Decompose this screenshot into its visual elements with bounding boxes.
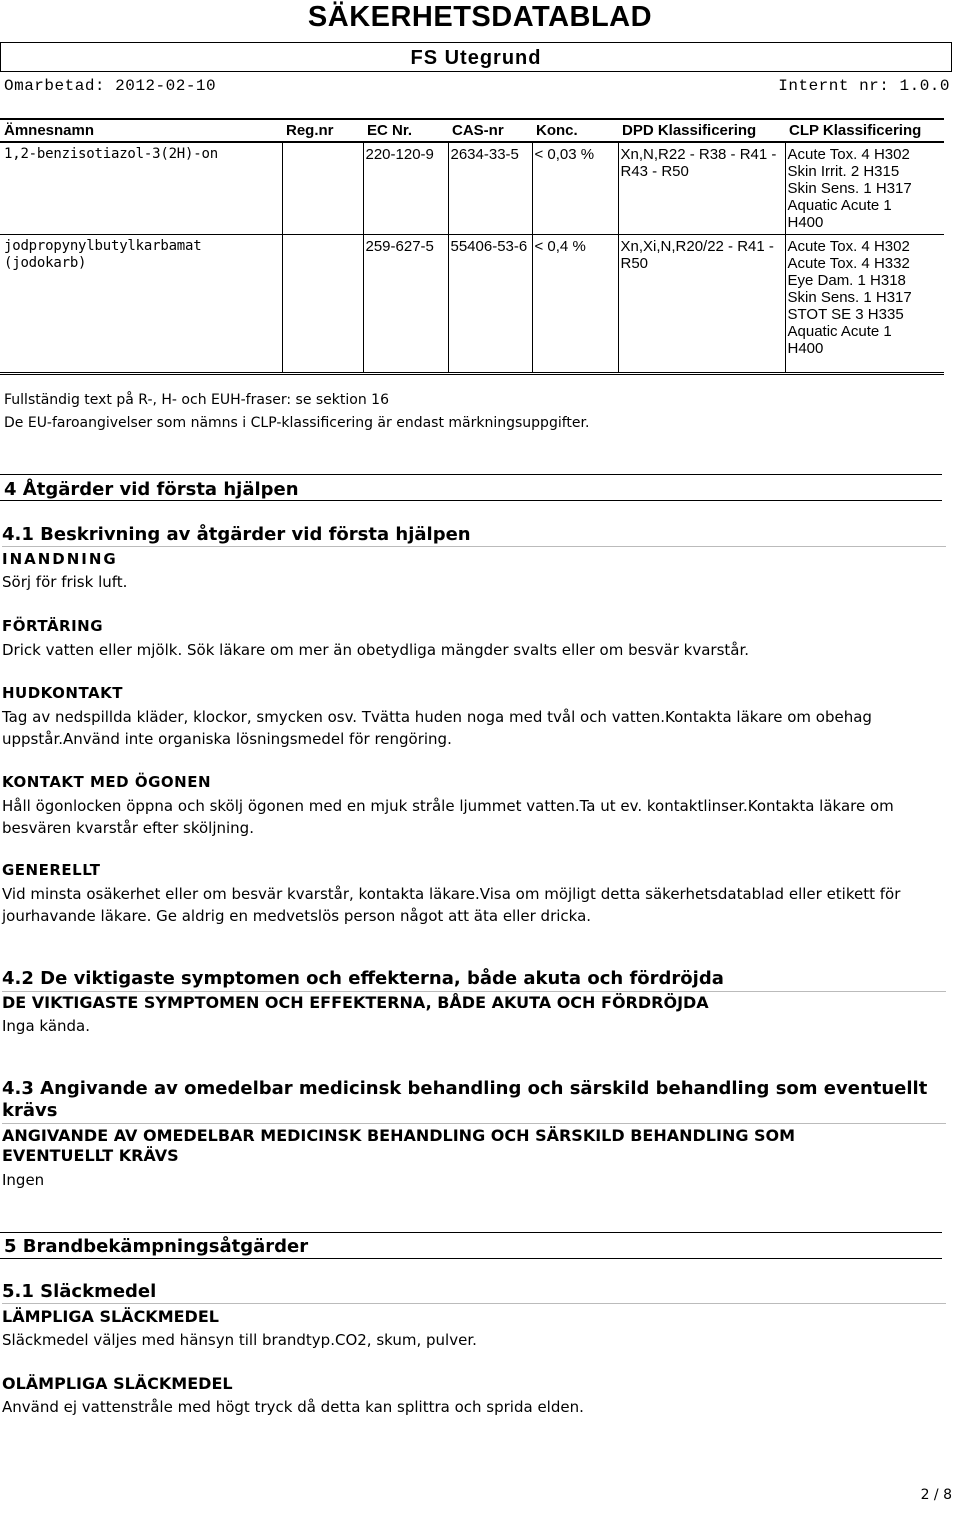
table-row: [0, 234, 944, 373]
text-general: Vid minsta osäkerhet eller om besvär kvarstår, kontakta läkare.Visa om möjligt detta säkerhetsdatablad eller etikett för jourhavande läkare. Ge aldrig en medvetslös person något att äta eller dricka.: [2, 885, 901, 925]
text-4-3: Ingen: [2, 1171, 45, 1189]
reg-number: [282, 142, 363, 234]
col-header-reg: Reg.nr: [282, 119, 363, 142]
label-skin-contact: HUDKONTAKT: [2, 684, 123, 702]
clp-line: Eye Dam. 1 H318: [787, 271, 906, 289]
col-header-cas: CAS-nr: [448, 119, 532, 142]
clp-line: H400: [787, 339, 824, 357]
col-header-name: Ämnesnamn: [0, 119, 282, 142]
clp-line: Acute Tox. 4 H302: [787, 237, 910, 255]
dpd-classification: Xn,N,R22 - R38 - R41 - R43 - R50: [618, 142, 785, 234]
ingredients-table: [0, 118, 944, 375]
subsection-5-1-title: 5.1 Släckmedel: [2, 1281, 157, 1302]
clp-line: Acute Tox. 4 H332: [787, 254, 910, 272]
text-4-2: Inga kända.: [2, 1017, 91, 1035]
subsection-4-2-title: 4.2 De viktigaste symptomen och effekterna, både akuta och fördröjda: [2, 968, 724, 989]
section-4-title: 4 Åtgärder vid första hjälpen: [4, 479, 299, 500]
text-ingestion: Drick vatten eller mjölk. Sök läkare om mer än obetydliga mängder svalts eller om besvär kvarstår.: [2, 641, 750, 659]
subsection-4-1-title: 4.1 Beskrivning av åtgärder vid första hjälpen: [2, 524, 471, 545]
clp-line: Skin Irrit. 2 H315: [787, 163, 900, 180]
subsection-rule: [2, 1123, 946, 1124]
meta-row: [4, 76, 950, 96]
label-inhalation: INANDNING: [2, 550, 118, 568]
subsection-rule: [2, 991, 946, 992]
revised-date: Omarbetad: 2012-02-10: [4, 77, 217, 95]
substance-name: jodpropynylbutylkarbamat (jodokarb): [0, 234, 282, 373]
text-inhalation: Sörj för frisk luft.: [2, 573, 128, 591]
clp-line: Aquatic Acute 1: [787, 322, 892, 340]
subsection-rule: [2, 546, 946, 547]
text-suitable-media: Släckmedel väljes med hänsyn till brandtyp.CO2, skum, pulver.: [2, 1331, 477, 1349]
clp-line: Skin Sens. 1 H317: [787, 180, 912, 197]
note-eu-hazards: De EU-faroangivelser som nämns i CLP-klassificering är endast märkningsuppgifter.: [4, 415, 590, 431]
clp-line: Acute Tox. 4 H302: [787, 146, 910, 163]
cas-number: 2634-33-5: [448, 142, 532, 234]
col-header-ec: EC Nr.: [363, 119, 448, 142]
subsection-4-3-title: 4.3 Angivande av omedelbar medicinsk behandling och särskild behandling som eventuellt krävs: [2, 1078, 928, 1121]
document-title: SÄKERHETSDATABLAD: [307, 1, 653, 33]
subsection-rule: [2, 1303, 946, 1304]
reg-number: [282, 234, 363, 373]
label-ingestion: FÖRTÄRING: [2, 617, 104, 635]
ec-number: 259-627-5: [363, 234, 448, 373]
section-rule: [0, 500, 942, 501]
ec-number: 220-120-9: [363, 142, 448, 234]
section-rule: [0, 474, 942, 475]
concentration: < 0,4 %: [532, 234, 618, 373]
clp-line: STOT SE 3 H335: [787, 305, 904, 323]
clp-line: Aquatic Acute 1: [787, 197, 892, 214]
table-row: [0, 142, 944, 234]
internal-number: Internt nr: 1.0.0: [778, 77, 950, 95]
section-5-title: 5 Brandbekämpningsåtgärder: [4, 1236, 309, 1257]
substance-name: 1,2-benzisotiazol-3(2H)-on: [0, 142, 282, 234]
section-rule: [0, 1258, 942, 1259]
product-name: FS Utegrund: [0, 42, 952, 72]
clp-classification: [785, 142, 944, 234]
clp-line: Skin Sens. 1 H317: [787, 288, 912, 306]
label-suitable-media: LÄMPLIGA SLÄCKMEDEL: [2, 1307, 219, 1326]
text-skin-contact: Tag av nedspillda kläder, klockor, smycken osv. Tvätta huden noga med tvål och vatten.Kontakta läkare om obehag uppstår.Använd inte organiska lösningsmedel för rengöring.: [2, 708, 872, 748]
subsection-4-2-caps: DE VIKTIGASTE SYMPTOMEN OCH EFFEKTERNA, BÅDE AKUTA OCH FÖRDRÖJDA: [2, 993, 709, 1012]
clp-line: H400: [787, 214, 824, 231]
section-rule: [0, 1232, 942, 1233]
concentration: < 0,03 %: [532, 142, 618, 234]
clp-classification: [785, 234, 944, 373]
page-number: 2 / 8: [920, 1487, 952, 1503]
note-full-text: Fullständig text på R-, H- och EUH-fraser: se sektion 16: [4, 392, 389, 408]
cas-number: 55406-53-6: [448, 234, 532, 373]
label-general: GENERELLT: [2, 861, 101, 879]
col-header-clp: CLP Klassificering: [785, 119, 944, 142]
text-eye-contact: Håll ögonlocken öppna och skölj ögonen med en mjuk stråle ljummet vatten.Ta ut ev. kontaktlinser.Kontakta läkare om besvären kvarstår efter sköljning.: [2, 797, 894, 837]
col-header-conc: Konc.: [532, 119, 618, 142]
dpd-classification: Xn,Xi,N,R20/22 - R41 - R50: [618, 234, 785, 373]
subsection-4-3-caps: ANGIVANDE AV OMEDELBAR MEDICINSK BEHANDLING OCH SÄRSKILD BEHANDLING SOM EVENTUELLT KRÄVS: [2, 1126, 796, 1165]
col-header-dpd: DPD Klassificering: [618, 119, 785, 142]
text-unsuitable-media: Använd ej vattenstråle med högt tryck då detta kan splittra och sprida elden.: [2, 1398, 584, 1416]
label-eye-contact: KONTAKT MED ÖGONEN: [2, 773, 212, 791]
label-unsuitable-media: OLÄMPLIGA SLÄCKMEDEL: [2, 1374, 233, 1393]
table-header-row: [0, 119, 944, 142]
